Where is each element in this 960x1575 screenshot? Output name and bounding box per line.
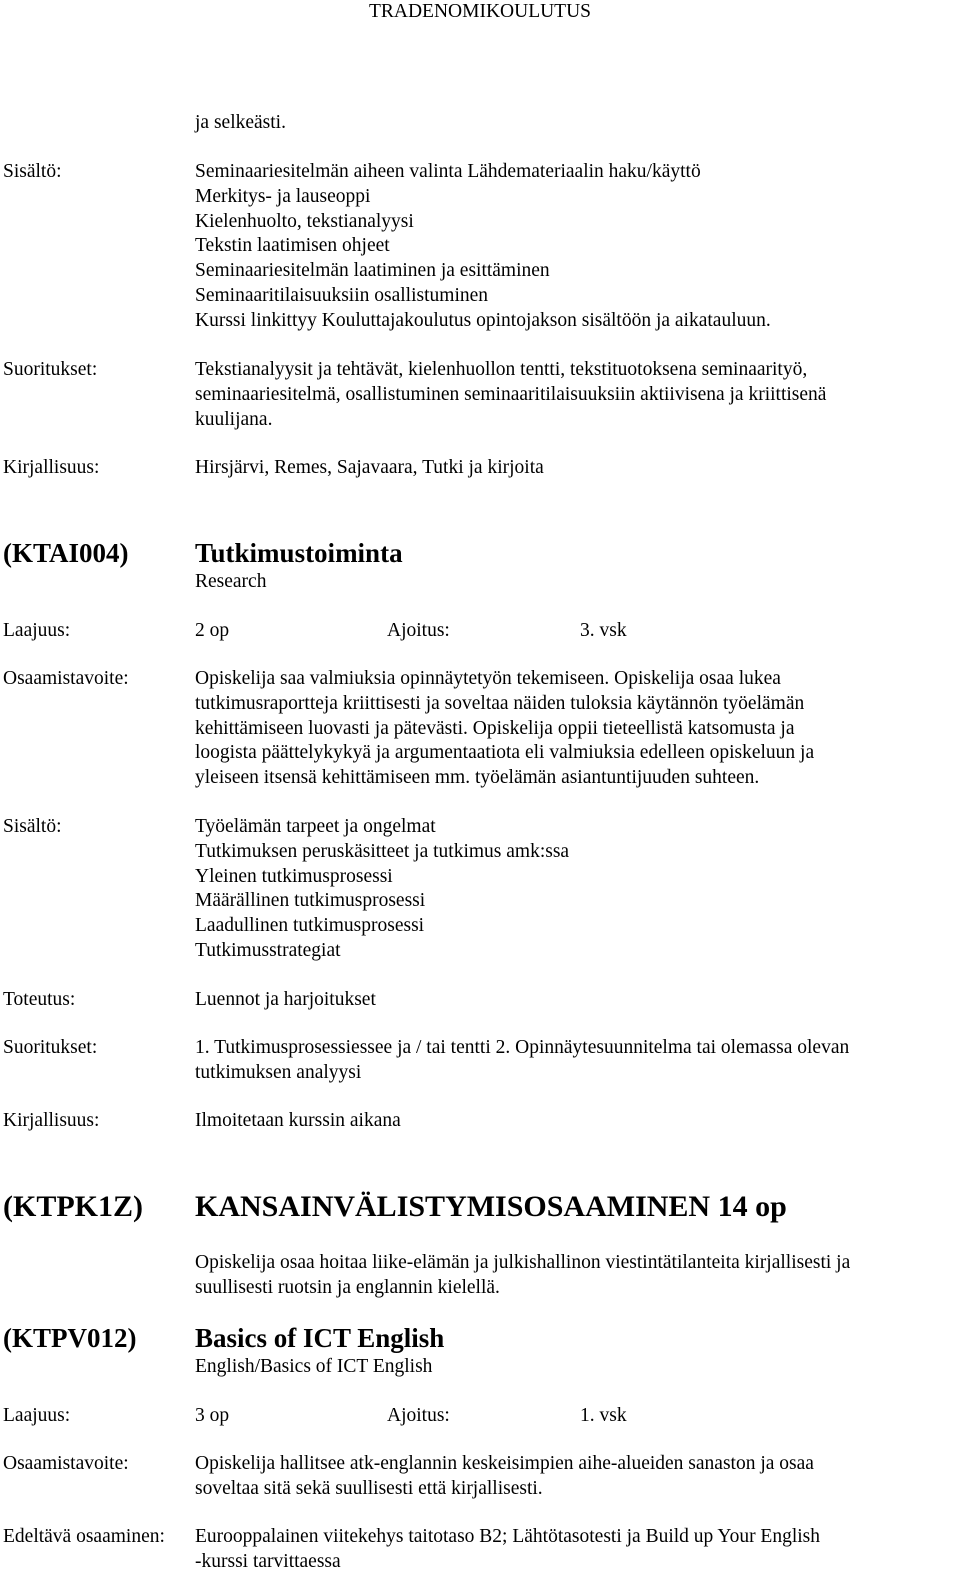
sisalto-item: Työelämän tarpeet ja ongelmat <box>195 816 436 837</box>
kirjallisuus-label: Kirjallisuus: <box>3 457 100 478</box>
kirjallisuus-label: Kirjallisuus: <box>3 1110 100 1131</box>
osaamistavoite-text: Opiskelija saa valmiuksia opinnäytetyön tekemiseen. Opiskelija osaa lukea tutkimusraportteja kriittisesti ja soveltaa näiden tuloksia käytännön työelämän kehittämiseen luovasti ja pätevästi. Opiskelija oppii tieteellistä katsomusta ja loogista päättelykykyä ja argumentaatiota eli valmiuksia edelleen opiskeluun ja yleiseen itsensä kehittämiseen mm. työelämän asiantuntijuuden suhteen. <box>195 668 815 789</box>
suoritukset-text: 1. Tutkimusprosessiessee ja / tai tentti 2. Opinnäytesuunnitelma tai olemassa olevan tutkimuksen analyysi <box>195 1037 850 1083</box>
suoritukset-text: Tekstianalyysit ja tehtävät, kielenhuollon tentti, tekstituotoksena seminaarityö, seminaariesitelmä, osallistuminen seminaaritilaisuuksiin aktiivisena ja kriittisenä kuulijana. <box>195 359 827 430</box>
sisalto-item: Seminaariesitelmän laatiminen ja esittäminen <box>195 260 550 282</box>
sisalto-list <box>195 815 569 964</box>
sisalto-label: Sisältö: <box>3 161 62 182</box>
laajuus-label: Laajuus: <box>3 620 71 641</box>
suoritukset-label: Suoritukset: <box>3 359 98 380</box>
sisalto-item: Seminaariesitelmän aiheen valinta Lähdemateriaalin haku/käyttö <box>195 161 701 182</box>
course-title-ktpv012: Basics of ICT English <box>195 1323 445 1353</box>
osaamistavoite-text: Opiskelija hallitsee atk-englannin keskeisimpien aihe-alueiden sanaston ja osaa soveltaa sitä sekä suullisesti että kirjallisesti. <box>195 1453 814 1499</box>
sisalto-item: Merkitys- ja lauseoppi <box>195 185 371 207</box>
sisalto-item: Tutkimuksen peruskäsitteet ja tutkimus amk:ssa <box>195 840 570 862</box>
edeltava-osaaminen-label: Edeltävä osaaminen: <box>3 1526 165 1547</box>
sisalto-list <box>195 160 771 334</box>
sisalto-item: Seminaaritilaisuuksiin osallistuminen <box>195 284 489 306</box>
continuation-text: ja selkeästi. <box>195 112 286 133</box>
osaamistavoite-label: Osaamistavoite: <box>3 668 129 689</box>
sisalto-item: Laadullinen tutkimusprosessi <box>195 915 425 937</box>
laajuus-label: Laajuus: <box>3 1405 71 1426</box>
ajoitus-value: 1. vsk <box>580 1405 627 1426</box>
ajoitus-label: Ajoitus: <box>387 620 450 641</box>
ajoitus-label: Ajoitus: <box>387 1405 450 1426</box>
toteutus-value: Luennot ja harjoitukset <box>195 989 376 1010</box>
suoritukset-label: Suoritukset: <box>3 1037 98 1058</box>
sisalto-item: Kurssi linkittyy Kouluttajakoulutus opintojakson sisältöön ja aikatauluun. <box>195 309 771 331</box>
course-code-ktpv012: (KTPV012) <box>3 1323 137 1353</box>
sisalto-item: Määrällinen tutkimusprosessi <box>195 890 426 912</box>
course-subtitle-ktpv012: English/Basics of ICT English <box>195 1356 433 1377</box>
kirjallisuus-value: Ilmoitetaan kurssin aikana <box>195 1110 401 1131</box>
edeltava-osaaminen-text: Eurooppalainen viitekehys taitotaso B2; Lähtötasotesti ja Build up Your English -kurssi tarvittaessa <box>195 1526 821 1572</box>
sisalto-item: Tekstin laatimisen ohjeet <box>195 235 390 257</box>
course-subtitle-ktai004: Research <box>195 571 267 592</box>
sisalto-item: Tutkimusstrategiat <box>195 939 341 961</box>
laajuus-value: 2 op <box>195 620 230 641</box>
course-code-ktai004: (KTAI004) <box>3 538 129 568</box>
ajoitus-value: 3. vsk <box>580 620 627 641</box>
sisalto-label: Sisältö: <box>3 816 62 837</box>
laajuus-value: 3 op <box>195 1405 230 1426</box>
toteutus-label: Toteutus: <box>3 989 76 1010</box>
kirjallisuus-value: Hirsjärvi, Remes, Sajavaara, Tutki ja kirjoita <box>195 457 544 478</box>
osaamistavoite-label: Osaamistavoite: <box>3 1453 129 1474</box>
course-code-ktpk1z: (KTPK1Z) <box>3 1190 143 1223</box>
module-description: Opiskelija osaa hoitaa liike-elämän ja julkishallinon viestintätilanteita kirjallisesti ja suullisesti ruotsin ja englannin kielellä. <box>195 1252 851 1298</box>
running-header: TRADENOMIKOULUTUS <box>368 1 592 22</box>
sisalto-item: Yleinen tutkimusprosessi <box>195 865 393 887</box>
course-title-ktai004: Tutkimustoiminta <box>195 538 403 568</box>
module-title-ktpk1z: KANSAINVÄLISTYMISOSAAMINEN 14 op <box>195 1190 787 1223</box>
sisalto-item: Kielenhuolto, tekstianalyysi <box>195 210 414 232</box>
